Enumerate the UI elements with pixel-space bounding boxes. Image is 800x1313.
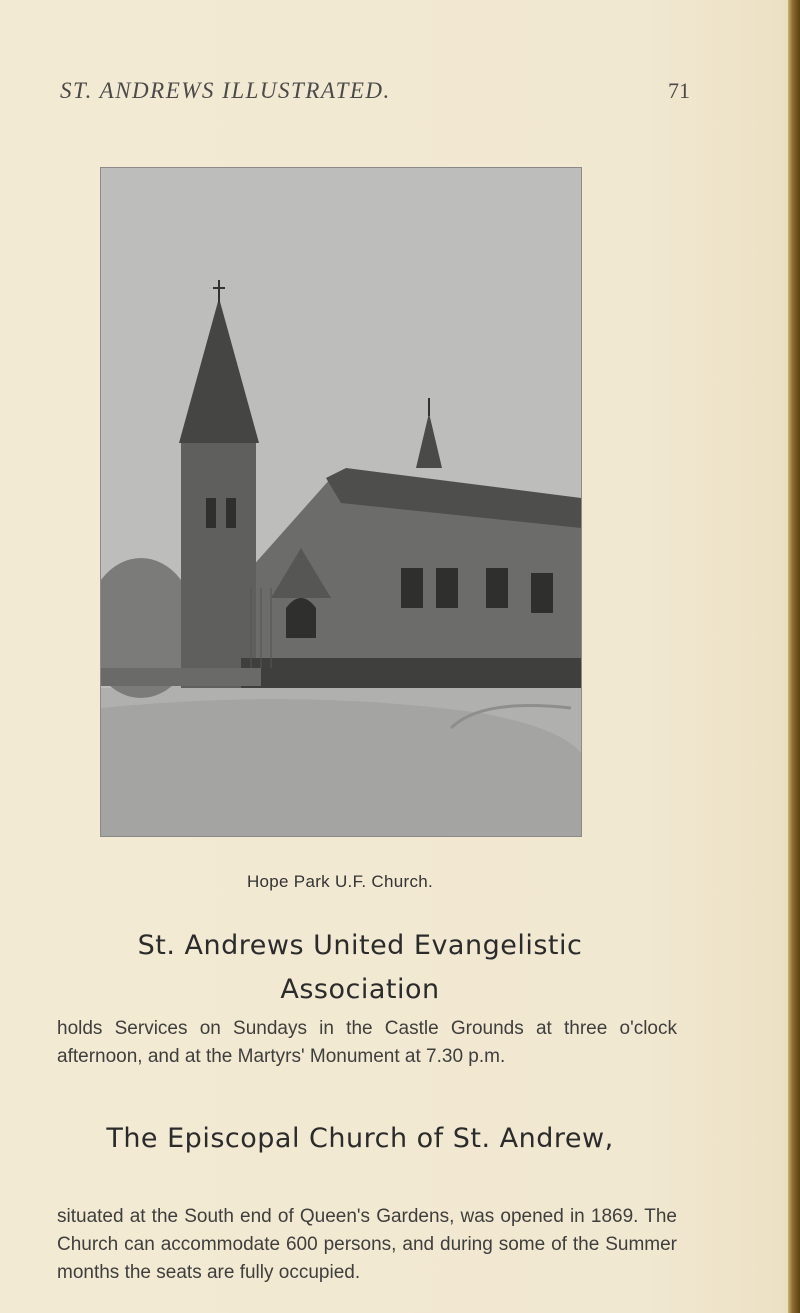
section-heading-episcopal-church — [40, 1117, 680, 1161]
page-number: 71 — [668, 78, 690, 103]
section-paragraph — [57, 1203, 677, 1287]
church-illustration — [101, 168, 581, 836]
church-photograph — [100, 167, 582, 837]
section-paragraph — [57, 1015, 677, 1071]
heading-line: St. Andrews United Evangelistic — [137, 930, 583, 961]
running-title: ST. ANDREWS ILLUSTRATED. — [60, 78, 391, 103]
section-heading-evangelistic-association — [40, 924, 680, 1012]
page-edge — [788, 0, 800, 1313]
running-head — [60, 78, 690, 110]
figure-caption: Hope Park U.F. Church. — [246, 872, 434, 891]
paragraph-text: holds Services on Sundays in the Castle Grounds at three o'clock afternoon, and at the Martyrs' Monument at 7.30 p.m. — [57, 1018, 677, 1067]
heading-line: Association — [280, 974, 440, 1005]
heading-line: The Episcopal Church of St. Andrew, — [106, 1123, 614, 1154]
paragraph-text: situated at the South end of Queen's Gardens, was opened in 1869. The Church can accommodate 600 persons, and during some of the Summer months the seats are fully occupied. — [57, 1206, 677, 1283]
